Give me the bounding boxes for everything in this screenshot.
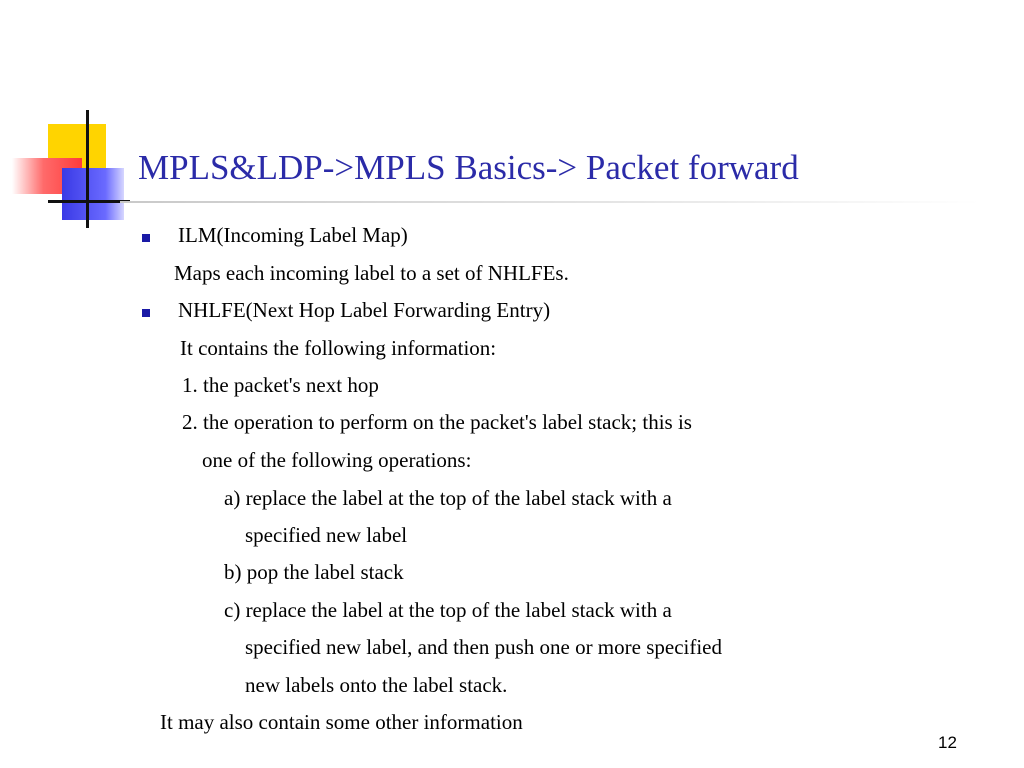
nhlfe-item-2-line-2: one of the following operations: [202, 448, 472, 472]
title-divider [120, 201, 980, 203]
blue-square-decoration [62, 168, 124, 220]
slide-title: MPLS&LDP->MPLS Basics-> Packet forward [138, 148, 799, 187]
ilm-heading: ILM(Incoming Label Map) [178, 223, 408, 247]
operation-c-line-3: new labels onto the label stack. [245, 673, 508, 697]
page-number: 12 [938, 733, 957, 752]
vertical-line-decoration [86, 110, 89, 228]
other-information: It may also contain some other information [160, 710, 523, 734]
operation-a-line-1: a) replace the label at the top of the label stack with a [224, 486, 672, 510]
operation-b: b) pop the label stack [224, 560, 404, 584]
ilm-description: Maps each incoming label to a set of NHLFEs. [174, 261, 569, 285]
operation-c-line-2: specified new label, and then push one or more specified [245, 635, 723, 659]
operation-a-line-2: specified new label [245, 523, 408, 547]
bullet-icon [142, 309, 150, 317]
nhlfe-heading: NHLFE(Next Hop Label Forwarding Entry) [178, 298, 551, 322]
nhlfe-item-1: 1. the packet's next hop [182, 373, 379, 397]
bullet-icon [142, 234, 150, 242]
nhlfe-item-2-line-1: 2. the operation to perform on the packet's label stack; this is [182, 410, 692, 434]
operation-c-line-1: c) replace the label at the top of the label stack with a [224, 598, 672, 622]
horizontal-line-decoration [48, 200, 130, 203]
nhlfe-intro: It contains the following information: [180, 336, 497, 360]
